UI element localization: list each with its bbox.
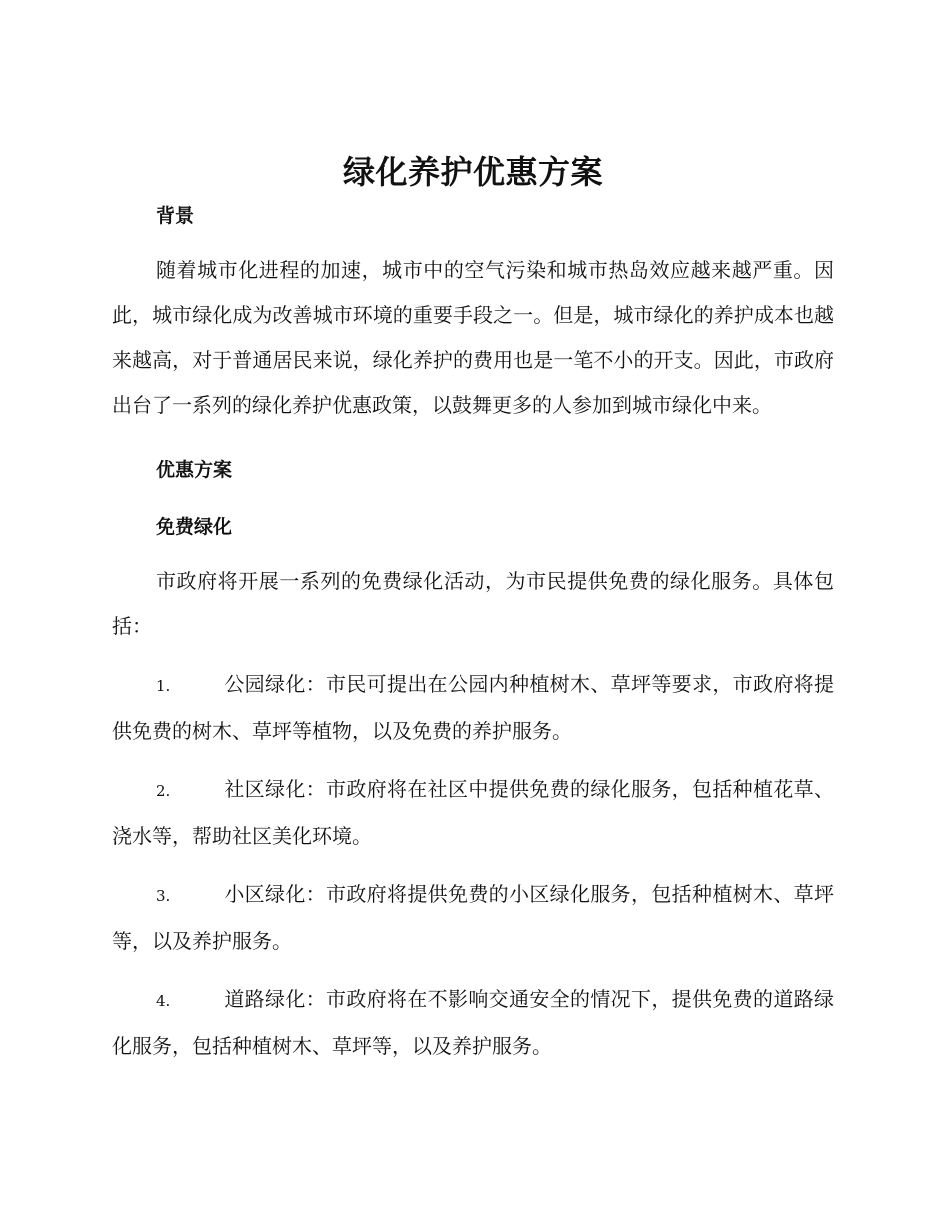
- list-item-number: 1.: [156, 677, 171, 695]
- list-item-text: 道路绿化：市政府将在不影响交通安全的情况下，提供免费的道路绿化服务，包括种植树木、草坪等，以及养护服务。: [112, 987, 834, 1058]
- list-item-number: 3.: [156, 887, 171, 905]
- document-title: 绿化养护优惠方案: [342, 153, 603, 191]
- section-heading-background: 背景: [156, 205, 195, 227]
- list-item-number: 4.: [156, 992, 171, 1010]
- list-item-text: 社区绿化：市政府将在社区中提供免费的绿化服务，包括种植花草、浇水等，帮助社区美化环境。: [112, 777, 834, 848]
- section-heading-offer: 优惠方案: [156, 459, 233, 481]
- list-item: [112, 662, 834, 754]
- list-item: [112, 977, 834, 1069]
- free-greening-intro-paragraph: 市政府将开展一系列的免费绿化活动，为市民提供免费的绿化服务。具体包括：: [112, 569, 834, 638]
- list-item: [112, 872, 834, 964]
- section-heading-free-greening: 免费绿化: [156, 516, 233, 538]
- document-content: [112, 150, 834, 1069]
- list-item-text: 公园绿化：市民可提出在公园内种植树木、草坪等要求，市政府将提供免费的树木、草坪等植物，以及免费的养护服务。: [112, 672, 834, 743]
- list-item-text: 小区绿化：市政府将提供免费的小区绿化服务，包括种植树木、草坪等，以及养护服务。: [112, 882, 834, 953]
- list-item-number: 2.: [156, 782, 171, 800]
- list-item: [112, 767, 834, 859]
- free-greening-list: [112, 662, 834, 1069]
- background-paragraph: 随着城市化进程的加速，城市中的空气污染和城市热岛效应越来越严重。因此，城市绿化成为改善城市环境的重要手段之一。但是，城市绿化的养护成本也越来越高，对于普通居民来说，绿化养护的费用也是一笔不小的开支。因此，市政府出台了一系列的绿化养护优惠政策，以鼓舞更多的人参加到城市绿化中来。: [112, 258, 834, 417]
